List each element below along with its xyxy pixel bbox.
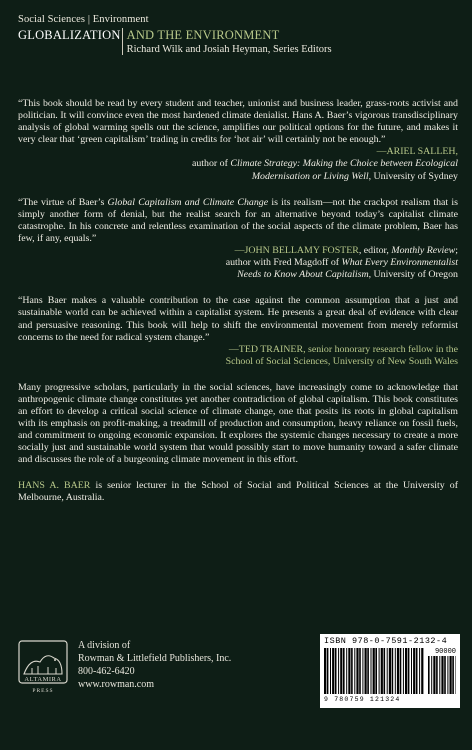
- endorser-role: , editor,: [358, 245, 392, 257]
- barcode-bar: [346, 648, 347, 694]
- barcode-bar: [452, 656, 454, 694]
- barcode-icon: [324, 648, 424, 696]
- ean5-code: 90000: [434, 648, 456, 656]
- series-title-right: [122, 28, 332, 55]
- journal-suffix: ;: [455, 245, 458, 257]
- affiliation-prefix: author with Fred Magdoff of: [225, 257, 342, 269]
- barcode-bar: [332, 648, 334, 694]
- quoted-book-title: Global Capitalism and Climate Change: [107, 196, 269, 208]
- author-bio: [18, 480, 458, 504]
- quote-prefix: “The virtue of Baer’s: [18, 196, 108, 208]
- barcode-bar: [375, 648, 377, 694]
- publisher-phone: 800-462-6420: [78, 666, 135, 677]
- barcode-bar: [439, 656, 440, 694]
- barcode-bar: [365, 648, 367, 694]
- endorsement-quote: “This book should be read by every student and teacher, unionist and business leader, grass-roots activist and politician. It will convince even the most hardened climate denialist. Hans A. Baer’s vigorous transdisciplinary analysis of global warming spells out the science, amplifies our political options for the future, and makes it very clear that ‘green capitalism’ trading in credits for ‘hot air’ will certainly not be enough.”: [18, 98, 458, 146]
- barcode-bar: [354, 648, 355, 694]
- book-title-cont: Needs to Know About Capitalism: [237, 269, 369, 281]
- barcode-bar: [379, 648, 380, 694]
- barcode-bar: [447, 656, 448, 694]
- barcode-bar: [408, 648, 410, 694]
- barcode-bar: [338, 648, 339, 694]
- barcode-bar: [335, 648, 337, 694]
- endorser-name: —JOHN BELLAMY FOSTER: [234, 245, 359, 257]
- barcode-bar: [456, 656, 457, 694]
- publisher-division: A division of: [78, 640, 131, 651]
- series-title-part2: AND THE ENVIRONMENT: [126, 28, 280, 42]
- publisher-url[interactable]: www.rowman.com: [78, 679, 155, 690]
- endorsement-affiliation: [18, 356, 458, 368]
- ean5-barcode-icon: [428, 656, 456, 696]
- barcode-bar: [400, 648, 402, 694]
- logo-wordmark: ALTAMIRA: [24, 676, 62, 683]
- barcode-bar: [392, 648, 394, 694]
- publisher-name: Rowman & Littlefield Publishers, Inc.: [78, 653, 232, 664]
- barcode-bar: [416, 648, 418, 694]
- barcode-bar: [433, 656, 435, 694]
- endorser-name: —TED TRAINER: [228, 343, 304, 355]
- barcode-bar: [371, 648, 372, 694]
- barcode-bar: [436, 656, 438, 694]
- university: , University of Oregon: [368, 269, 458, 281]
- barcode-bar: [413, 648, 415, 694]
- series-editors: Richard Wilk and Josiah Heyman, Series Editors: [126, 44, 332, 55]
- publisher-info: [78, 639, 231, 691]
- endorsement-affiliation: [18, 158, 458, 170]
- barcode-bar: [351, 648, 353, 694]
- book-title-cont: Modernisation or Living Well: [251, 170, 369, 182]
- endorsement-attribution: [18, 344, 458, 356]
- barcode-bar: [421, 648, 423, 694]
- barcode-bar: [348, 648, 350, 694]
- logo-subtext: PRESS: [32, 688, 54, 694]
- endorser-role: , senior honorary research fellow in the: [303, 343, 458, 355]
- barcode-bar: [450, 656, 452, 694]
- endorsement-2: [18, 197, 458, 282]
- barcode-bar: [395, 648, 396, 694]
- series-title-part1: GLOBALIZATION: [18, 28, 121, 42]
- barcode-bar: [387, 648, 388, 694]
- endorsement-quote: “Hans Baer makes a valuable contribution to the case against the common assumption that a just and sustainable world can be achieved within a capitalist system. He presents a great deal of evidence with clear and persuasive reasoning. This book will help to shift the environmental movement from merely reformist concerns to the need for radical system change.”: [18, 295, 458, 343]
- endorser-name: —ARIEL SALLEH,: [376, 146, 458, 158]
- barcode-bar: [373, 648, 375, 694]
- affiliation-line: School of Social Sciences, University of New South Wales: [225, 355, 458, 367]
- book-title: Climate Strategy: Making the Choice between Ecological: [230, 158, 458, 170]
- journal-title: Monthly Review: [391, 245, 456, 257]
- endorsement-1: [18, 98, 458, 183]
- barcode-bar: [327, 648, 329, 694]
- affiliation-prefix: author of: [191, 158, 231, 170]
- book-title: What Every Environmentalist: [341, 257, 458, 269]
- endorsement-attribution: [18, 146, 458, 158]
- endorsement-affiliation-2: [18, 171, 458, 183]
- barcode-bar: [356, 648, 358, 694]
- author-bio-text: is senior lecturer in the School of Social and Political Sciences at the University of Melbourne, Australia.: [18, 479, 458, 503]
- barcode-bar: [343, 648, 345, 694]
- barcode-bar: [384, 648, 386, 694]
- barcode-bar: [431, 656, 432, 694]
- barcode-bar: [359, 648, 361, 694]
- endorsement-attribution: [18, 245, 458, 257]
- barcode-bar: [411, 648, 412, 694]
- barcode-bar: [403, 648, 404, 694]
- barcode-bar: [444, 656, 446, 694]
- barcode-bar: [397, 648, 399, 694]
- endorsement-quote: [18, 197, 458, 245]
- barcode-bar: [441, 656, 443, 694]
- barcode-digits: 9 780759 121324: [324, 696, 401, 703]
- publisher-footer: [18, 632, 458, 732]
- barcode-bar: [324, 648, 326, 694]
- endorsement-affiliation: [18, 257, 458, 269]
- book-description: Many progressive scholars, particularly in the social sciences, have increasingly come to acknowledge that anthropogenic climate change constitutes yet another contradiction of global capitalism. This book constitutes an effort to develop a critical social science of climate change, one that posits its roots in global capitalism with its emphasis on profit-making, a treadmill of production and consumption, heavy reliance on fossil fuels, and commitment to ongoing economic expansion. It explores the systemic changes necessary to create a more socially just and sustainable world system that would possibly start to move humanity toward a safer climate and discusses the role of a burgeoning climate movement in this effort.: [18, 381, 458, 466]
- barcode-bar: [389, 648, 391, 694]
- series-header: [18, 14, 458, 55]
- barcode-bar: [362, 648, 363, 694]
- back-cover-content: [18, 98, 458, 504]
- subject-line: Social Sciences | Environment: [18, 14, 149, 25]
- barcode-bar: [381, 648, 383, 694]
- author-name: HANS A. BAER: [18, 479, 91, 491]
- barcode-bar: [330, 648, 331, 694]
- quote-rest: is its realism—not the crackpot realism that is simply another form of denial, but the realist search for an alternative beyond today’s capitalist climate catastrophe. In his concrete and relentless examination of the social aspects of the climate problem, Baer has few, if any, equals.”: [18, 196, 458, 244]
- endorsement-affiliation-2: [18, 269, 458, 281]
- barcode-bar: [340, 648, 342, 694]
- isbn-label: ISBN 978-0-7591-2132-4: [324, 636, 448, 646]
- barcode-bar: [367, 648, 369, 694]
- altamira-press-logo: [18, 640, 68, 696]
- barcode-bar: [405, 648, 407, 694]
- series-title-row: [18, 28, 458, 55]
- university: , University of Sydney: [368, 170, 458, 182]
- isbn-barcode-box: [320, 634, 460, 708]
- barcode-bar: [419, 648, 420, 694]
- endorsement-3: [18, 295, 458, 368]
- barcode-bar: [428, 656, 430, 694]
